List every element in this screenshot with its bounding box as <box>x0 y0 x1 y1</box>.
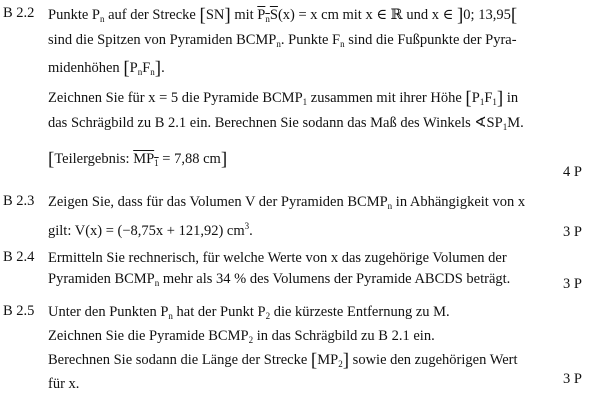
task-line: Berechnen Sie sodann die Länge der Strecke $[MP_2]$ sowie den zugehörigen Wert <box>48 350 518 371</box>
task-number: B 2.5 <box>3 303 35 319</box>
task-line: Zeichnen Sie die Pyramide $BCMP_2$ in das Schrägbild zu B 2.1 ein. <box>48 328 435 345</box>
task-points: 3 P <box>563 224 582 240</box>
task-line: Ermitteln Sie rechnerisch, für welche Werte von x das zugehörige Volumen der <box>48 250 507 266</box>
task-line: Pyramiden $BCMP_n$ mehr als 34 % des Volumens der Pyramide ABCDS beträgt. <box>48 271 511 288</box>
task-line: das Schrägbild zu B 2.1 ein. Berechnen Sie sodann das Maß des Winkels $∢SP_1M$. <box>48 115 524 132</box>
task-line: Punkte $P_n$ auf der Strecke [SN] mit $P_nS(x) = x$ cm mit x ∈ ℝ und x ∈ ]0; 13,95[ <box>48 5 518 26</box>
task-points: 3 P <box>563 371 582 387</box>
task-number: B 2.2 <box>3 5 35 21</box>
partial-result: [Teilergebnis: $MP_1 = 7,88$ cm] <box>48 149 228 170</box>
task-line: sind die Spitzen von Pyramiden $BCMP_n$. Punkte $F_n$ sind die Fußpunkte der Pyra- <box>48 32 517 49</box>
task-number: B 2.4 <box>3 249 35 265</box>
task-line: gilt: V(x) = (−8,75x + 121,92) $cm^3$. <box>48 221 253 239</box>
task-line: Zeigen Sie, dass für das Volumen V der Pyramiden $BCMP_n$ in Abhängigkeit von x <box>48 194 526 211</box>
task-line: Unter den Punkten $P_n$ hat der Punkt $P_2$ die kürzeste Entfernung zu M. <box>48 304 450 321</box>
task-number: B 2.3 <box>3 193 35 209</box>
task-points: 3 P <box>563 276 582 292</box>
task-line: für x. <box>48 376 80 392</box>
task-line: midenhöhen $[P_nF_n]$. <box>48 58 165 79</box>
task-points: 4 P <box>563 164 582 180</box>
task-line: Zeichnen Sie für x = 5 die Pyramide $BCMP_1$ zusammen mit ihrer Höhe $[P_1F_1]$ in <box>48 88 519 109</box>
